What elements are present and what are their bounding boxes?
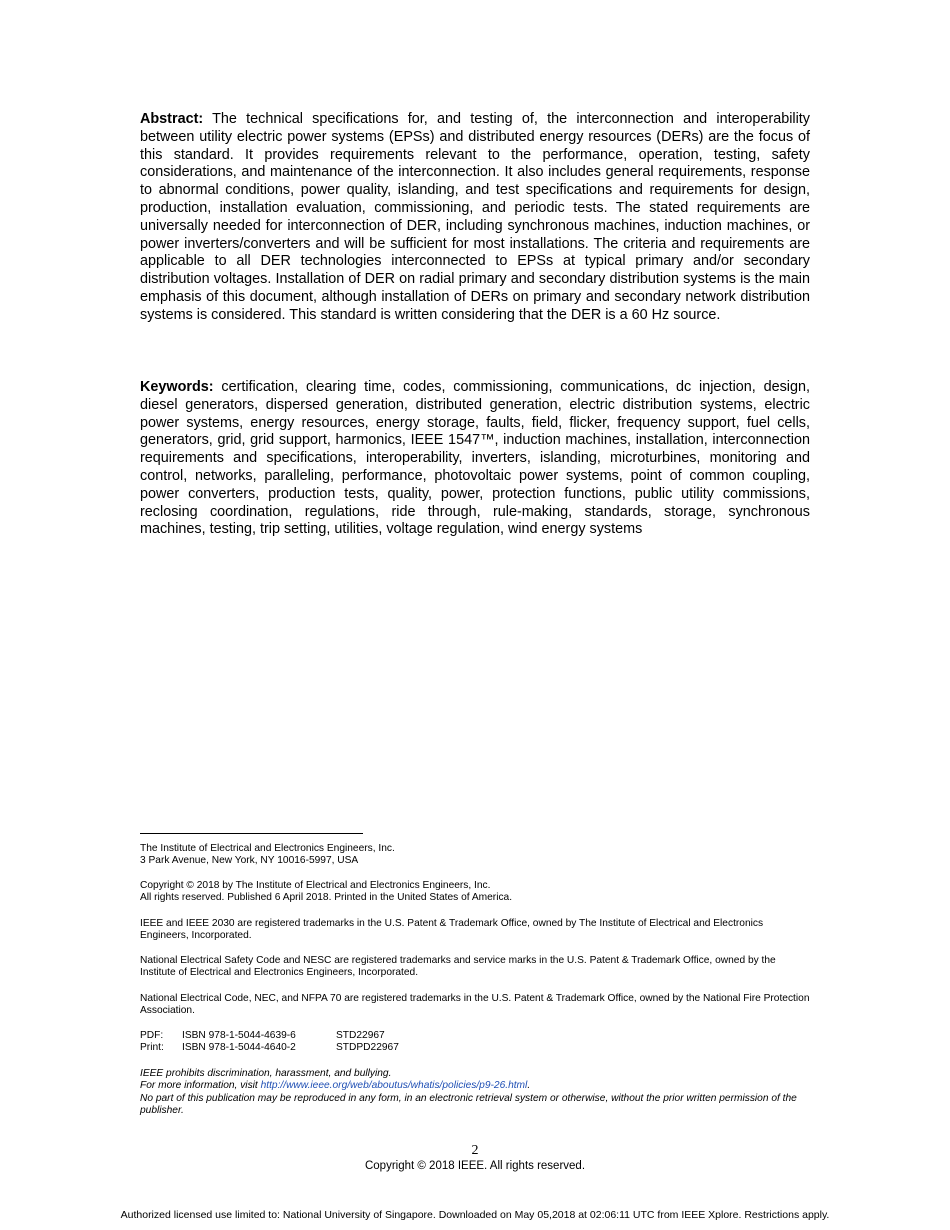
page-number: 2: [471, 1143, 479, 1158]
keywords-text: certification, clearing time, codes, commissioning, communications, dc injection, design, diesel generators, dispersed generation, distributed generation, electric distribution systems, electric power systems, energy resources, energy storage, faults, field, flicker, frequency support, fuel cells, generators, grid, grid support, harmonics, IEEE 1547™, induction machines, installation, interconnection requirements and specifications, interoperability, inverters, islanding, microturbines, monitoring and control, networks, paralleling, performance, photovoltaic power systems, point of common coupling, power converters, production tests, quality, power, protection functions, public utility commissions, reclosing coordination, regulations, ride through, rule-making, standards, storage, synchronous machines, testing, trip setting, utilities, voltage regulation, wind energy systems: [140, 379, 810, 538]
rights-line: All rights reserved. Published 6 April 2018. Printed in the United States of America.: [140, 892, 513, 904]
trademark-ieee: IEEE and IEEE 2030 are registered trademarks in the U.S. Patent & Trademark Office, owned by The Institute of Electrical and Electronics Engineers, Incorporated.: [140, 918, 764, 942]
keywords-paragraph: [140, 379, 810, 539]
policy-line: IEEE prohibits discrimination, harassment, and bullying.: [140, 1068, 392, 1079]
abstract-text: The technical specifications for, and testing of, the interconnection and interoperability between utility electric power systems (EPSs) and distributed energy resources (DERs) are the focus of this standard. It provides requirements relevant to the performance, operation, testing, safety considerations, and maintenance of the interconnection. It also includes general requirements, response to abnormal conditions, power quality, islanding, and test specifications and requirements for design, production, installation evaluation, commissioning, and periodic tests. The stated requirements are universally needed for interconnection of DER, including synchronous machines, induction machines, or power inverters/converters and will be sufficient for most installations. The criteria and requirements are applicable to all DER technologies interconnected to EPSs at typical primary and/or secondary distribution voltages. Installation of DER on radial primary and secondary distribution systems is the main emphasis of this document, although installation of DERs on primary and secondary network distribution systems is considered. This standard is written considering that the DER is a 60 Hz source.: [140, 111, 810, 323]
policy-link[interactable]: http://www.ieee.org/web/aboutus/whatis/policies/p9-26.html: [260, 1080, 528, 1092]
isbn-row-pdf: [140, 1030, 812, 1042]
copyright-line: Copyright © 2018 by The Institute of Electrical and Electronics Engineers, Inc.: [140, 880, 491, 891]
isbn-format: Print:: [140, 1042, 164, 1054]
info-line: [140, 1080, 812, 1092]
isbn-number: ISBN 978-1-5044-4640-2: [182, 1042, 296, 1054]
isbn-format: PDF:: [140, 1030, 164, 1041]
page-copyright: Copyright © 2018 IEEE. All rights reserved.: [364, 1160, 586, 1172]
info-suffix: .: [527, 1080, 531, 1092]
publisher-address: 3 Park Avenue, New York, NY 10016-5997, USA: [140, 855, 359, 867]
license-notice: Authorized licensed use limited to: National University of Singapore. Downloaded on May 05,2018 at 02:06:11 UTC from IEEE Xplore. Restrictions apply.: [120, 1209, 830, 1221]
trademark-ieee-block: [140, 918, 812, 943]
isbn-code: STD22967: [336, 1030, 385, 1041]
isbn-number: ISBN 978-1-5044-4639-6: [182, 1030, 296, 1041]
info-prefix: For more information, visit: [140, 1080, 261, 1092]
trademark-nesc: National Electrical Safety Code and NESC are registered trademarks and service marks in the U.S. Patent & Trademark Office, owned by the Institute of Electrical and Electronics Engineers, Incorporated.: [140, 955, 776, 979]
isbn-code: STDPD22967: [336, 1042, 399, 1054]
trademark-nec: National Electrical Code, NEC, and NFPA 70 are registered trademarks in the U.S. Patent & Trademark Office, owned by the National Fire Protection Association.: [140, 993, 810, 1017]
abstract-label: Abstract:: [140, 111, 204, 127]
isbn-row-print: [140, 1042, 812, 1054]
trademark-nec-block: [140, 993, 812, 1018]
copyright-block: [140, 880, 812, 905]
keywords-label: Keywords:: [140, 379, 214, 395]
footnote-divider: [140, 833, 363, 834]
abstract-paragraph: [140, 111, 810, 325]
trademark-nesc-block: [140, 955, 812, 980]
reproduction-notice: No part of this publication may be reproduced in any form, in an electronic retrieval system or otherwise, without the prior written permission of the publisher.: [140, 1092, 797, 1116]
publisher-name: The Institute of Electrical and Electronics Engineers, Inc.: [140, 843, 395, 854]
isbn-table: [140, 1030, 812, 1055]
policy-block: [140, 1068, 812, 1117]
publisher-block: [140, 843, 812, 868]
